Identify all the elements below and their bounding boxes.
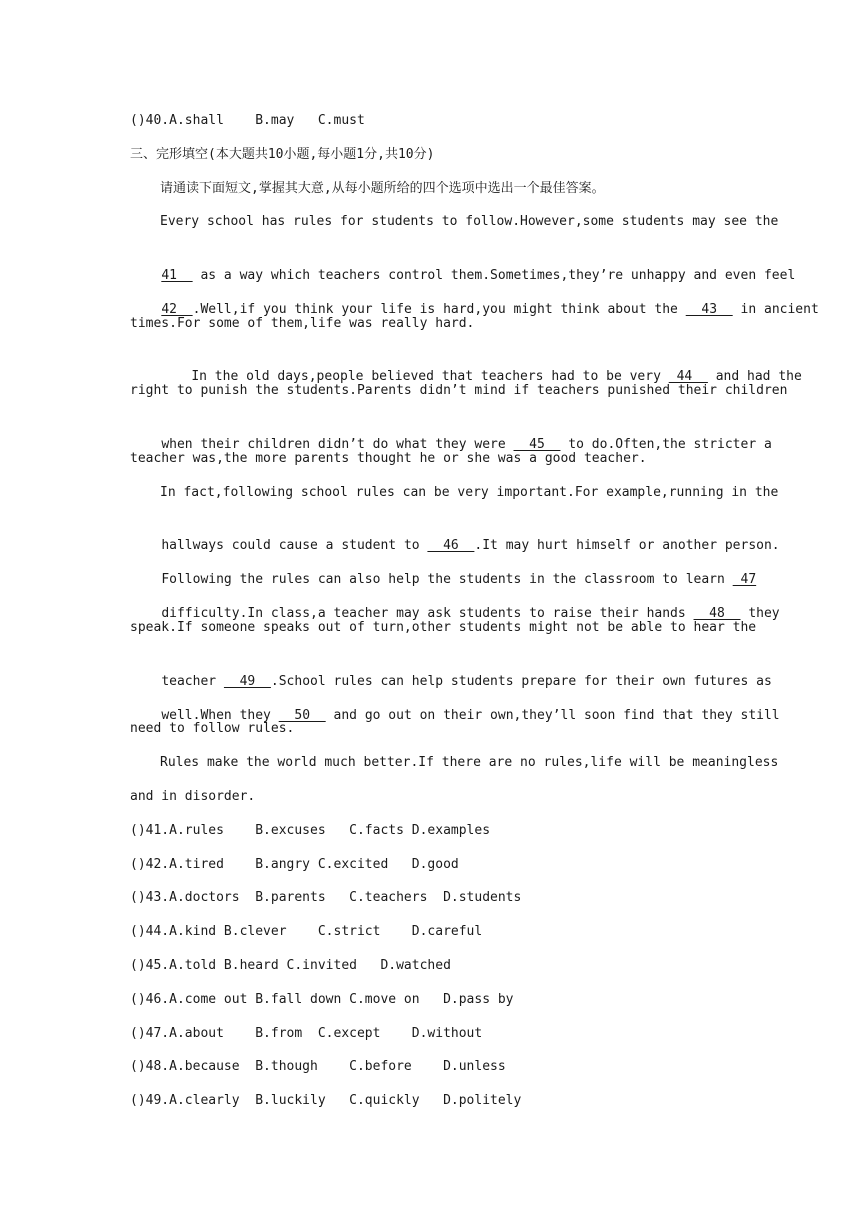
blank-43: 43	[685, 302, 733, 317]
passage-line: 41 as a way which teachers control them.Sometimes,they’re unhappy and even feel	[161, 268, 796, 283]
section-instructions: 请通读下面短文,掌握其大意,从每小题所给的四个选项中选出一个最佳答案。	[160, 181, 605, 196]
passage-line: times.For some of them,life was really hard.	[130, 316, 475, 331]
blank-44: 44	[668, 369, 708, 384]
question-44: ()44.A.kind B.clever C.strict D.careful	[130, 924, 483, 939]
blank-45: 45	[513, 437, 561, 452]
passage-line: need to follow rules.	[130, 721, 295, 736]
passage-line: difficulty.In class,a teacher may ask students to raise their hands 48 they	[161, 606, 780, 621]
question-40: ()40.A.shall B.may C.must	[130, 113, 365, 128]
blank-47: 47	[732, 572, 757, 587]
section-heading: 三、完形填空(本大题共10小题,每小题1分,共10分)	[130, 147, 435, 162]
passage-line: In the old days,people believed that teachers had to be very 44 and had the	[191, 369, 802, 384]
passage-line: teacher 49 .School rules can help students prepare for their own futures as	[161, 674, 772, 689]
blank-50: 50	[278, 708, 326, 723]
passage-line: Following the rules can also help the students in the classroom to learn 47	[161, 572, 757, 587]
question-41: ()41.A.rules B.excuses C.facts D.examples	[130, 823, 491, 838]
question-42: ()42.A.tired B.angry C.excited D.good	[130, 857, 459, 872]
question-43: ()43.A.doctors B.parents C.teachers D.students	[130, 890, 522, 905]
question-49: ()49.A.clearly B.luckily C.quickly D.politely	[130, 1093, 522, 1108]
question-47: ()47.A.about B.from C.except D.without	[130, 1026, 483, 1041]
question-48: ()48.A.because B.though C.before D.unless	[130, 1059, 506, 1074]
passage-line: 42 .Well,if you think your life is hard,you might think about the 43 in ancient	[161, 302, 819, 317]
question-46: ()46.A.come out B.fall down C.move on D.pass by	[130, 992, 514, 1007]
passage-line: and in disorder.	[130, 789, 256, 804]
passage-line: teacher was,the more parents thought he or she was a good teacher.	[130, 451, 647, 466]
passage-line: speak.If someone speaks out of turn,other students might not be able to hear the	[130, 620, 757, 635]
passage-line: when their children didn’t do what they were 45 to do.Often,the stricter a	[161, 437, 772, 452]
passage-line: right to punish the students.Parents didn’t mind if teachers punished their children	[130, 383, 788, 398]
question-45: ()45.A.told B.heard C.invited D.watched	[130, 958, 451, 973]
passage-line: hallways could cause a student to 46 .It may hurt himself or another person.	[161, 538, 780, 553]
passage-line: Rules make the world much better.If there are no rules,life will be meaningless	[160, 755, 779, 770]
blank-46: 46	[427, 538, 475, 553]
passage-line: Every school has rules for students to follow.However,some students may see the	[160, 214, 779, 229]
blank-41: 41	[161, 268, 193, 283]
passage-line: well.When they 50 and go out on their own,they’ll soon find that they still	[161, 708, 780, 723]
blank-49: 49	[223, 674, 271, 689]
passage-line: In fact,following school rules can be very important.For example,running in the	[160, 485, 779, 500]
blank-48: 48	[693, 606, 741, 621]
blank-42: 42	[161, 302, 193, 317]
